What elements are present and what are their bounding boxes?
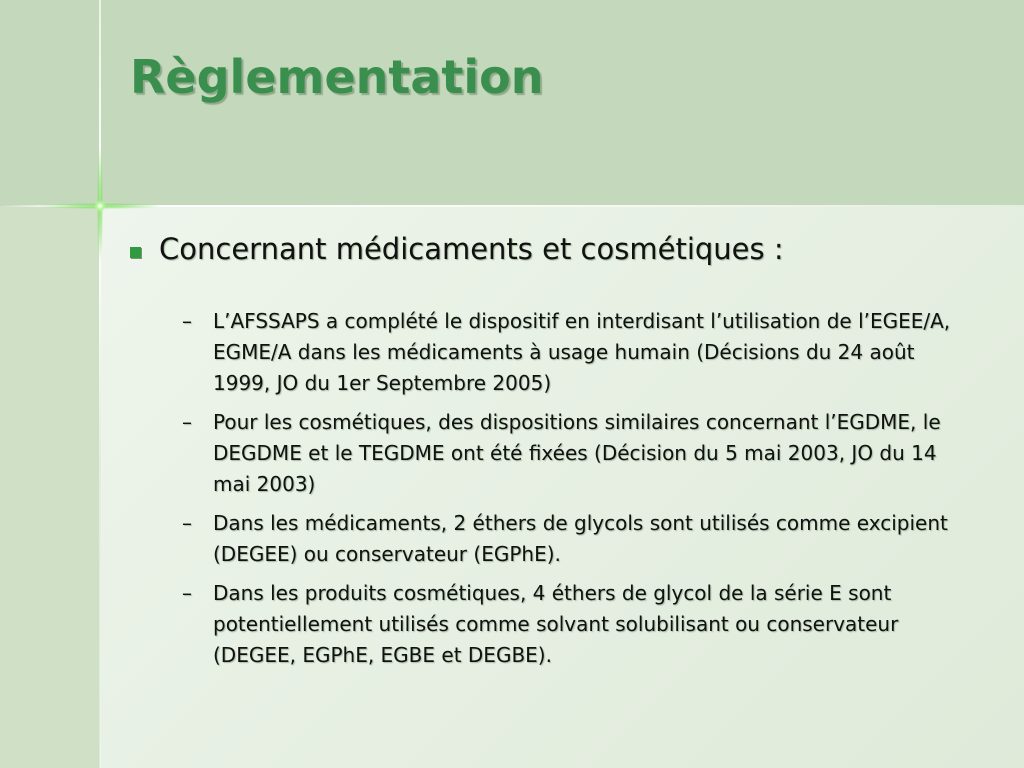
square-bullet-icon: [130, 247, 141, 258]
left-band: [0, 206, 100, 768]
sub-bullet-list: [182, 306, 982, 679]
sub-bullet-text: L’AFSSAPS a complété le dispositif en interdisant l’utilisation de l’EGEE/A, EGME/A dans les médicaments à usage humain (Décisions du 24 août 1999, JO du 1er Septembre 2005): [213, 309, 951, 395]
sparkle-core: [94, 200, 106, 212]
slide-title: Règlementation: [130, 50, 544, 104]
main-bullet-text: Concernant médicaments et cosmétiques :: [159, 232, 784, 266]
sub-bullet-text: Dans les produits cosmétiques, 4 éthers de glycol de la série E sont potentiellement utilisés comme solvant solubilisant ou conservateur (DEGEE, EGPhE, EGBE et DEGBE).: [213, 581, 899, 667]
sub-bullet-item: [182, 508, 982, 570]
sub-bullet-item: [182, 578, 982, 671]
dash-marker: –: [182, 581, 192, 605]
sub-bullet-item: [182, 306, 982, 399]
sub-bullet-text: Pour les cosmétiques, des dispositions similaires concernant l’EGDME, le DEGDME et le TEGDME ont été fixées (Décision du 5 mai 2003, JO du 14 mai 2003): [213, 410, 941, 496]
sub-bullet-item: [182, 407, 982, 500]
vertical-divider: [99, 0, 101, 768]
dash-marker: –: [182, 410, 192, 434]
sub-bullet-text: Dans les médicaments, 2 éthers de glycols sont utilisés comme excipient (DEGEE) ou conservateur (EGPhE).: [213, 511, 948, 566]
main-bullet: [130, 232, 784, 266]
dash-marker: –: [182, 309, 192, 333]
dash-marker: –: [182, 511, 192, 535]
